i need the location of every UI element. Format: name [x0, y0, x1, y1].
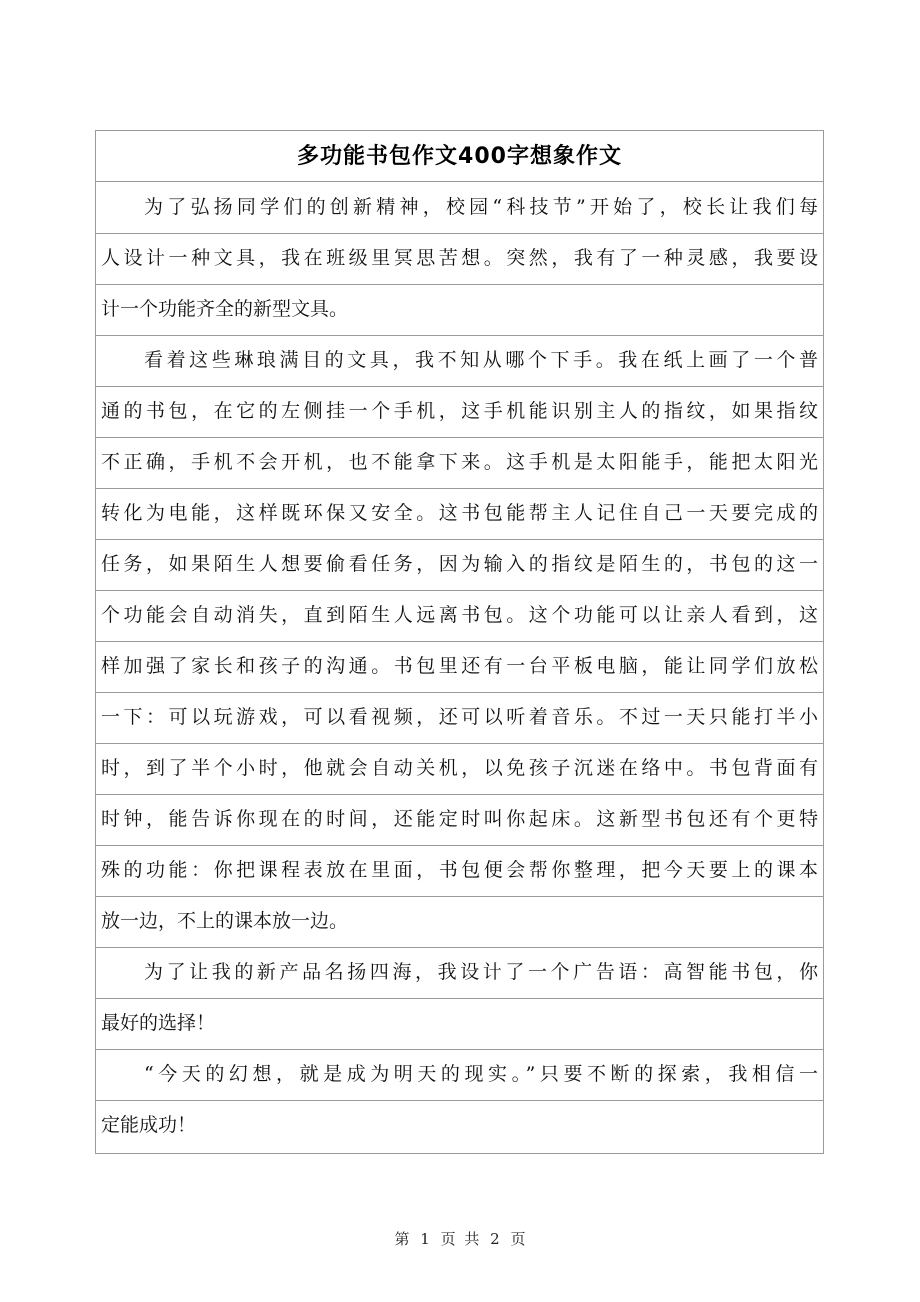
- paragraph-2-line-9: 时，到了半个小时，他就会自动关机，以免孩子沉迷在络中。书包背面有: [101, 757, 818, 779]
- paragraph-2-line-7: 样加强了家长和孩子的沟通。书包里还有一台平板电脑，能让同学们放松: [101, 655, 818, 677]
- footer-total-pages: 2: [490, 1230, 500, 1248]
- paragraph-2-line-12: 放一边，不上的课本放一边。: [101, 910, 349, 932]
- paragraph-1-line-1: 为了弘扬同学们的创新精神，校园“科技节”开始了，校长让我们每: [144, 196, 818, 218]
- footer-prefix: 第: [394, 1230, 410, 1248]
- paragraph-2-line-8: 一下：可以玩游戏，可以看视频，还可以听着音乐。不过一天只能打半小: [101, 706, 818, 728]
- paragraph-1-line-3: 计一个功能齐全的新型文具。: [101, 298, 349, 320]
- paragraph-2-line-5: 任务，如果陌生人想要偷看任务，因为输入的指纹是陌生的，书包的这一: [101, 553, 818, 575]
- paragraph-2-line-3: 不正确，手机不会开机，也不能拿下来。这手机是太阳能手，能把太阳光: [101, 451, 818, 473]
- footer-page-number: 1: [420, 1230, 430, 1248]
- essay-sheet: [95, 130, 824, 1154]
- paragraph-2-line-10: 时钟，能告诉你现在的时间，还能定时叫你起床。这新型书包还有个更特: [101, 808, 818, 830]
- paragraph-2-line-2: 通的书包，在它的左侧挂一个手机，这手机能识别主人的指纹，如果指纹: [101, 400, 818, 422]
- paragraph-2-line-11: 殊的功能：你把课程表放在里面，书包便会帮你整理，把今天要上的课本: [101, 859, 818, 881]
- essay-title: 多功能书包作文400字想象作文: [96, 131, 823, 182]
- footer-mid: 页 共: [440, 1230, 480, 1248]
- page-footer: [0, 1228, 920, 1249]
- paragraph-2-line-1: 看着这些琳琅满目的文具，我不知从哪个下手。我在纸上画了一个普: [144, 349, 818, 371]
- paragraph-1-line-2: 人设计一种文具，我在班级里冥思苦想。突然，我有了一种灵感，我要设: [101, 247, 818, 269]
- paragraph-3-line-2: 最好的选择！: [101, 1012, 216, 1034]
- footer-suffix: 页: [510, 1230, 526, 1248]
- paragraph-4-line-2: 定能成功！: [101, 1114, 197, 1136]
- paragraph-2-line-6: 个功能会自动消失，直到陌生人远离书包。这个功能可以让亲人看到，这: [101, 604, 818, 626]
- paragraph-2-line-4: 转化为电能，这样既环保又安全。这书包能帮主人记住自己一天要完成的: [101, 502, 818, 524]
- paragraph-4-line-1: “今天的幻想，就是成为明天的现实。”只要不断的探索，我相信一: [144, 1063, 818, 1085]
- paragraph-3-line-1: 为了让我的新产品名扬四海，我设计了一个广告语：高智能书包，你: [144, 961, 818, 983]
